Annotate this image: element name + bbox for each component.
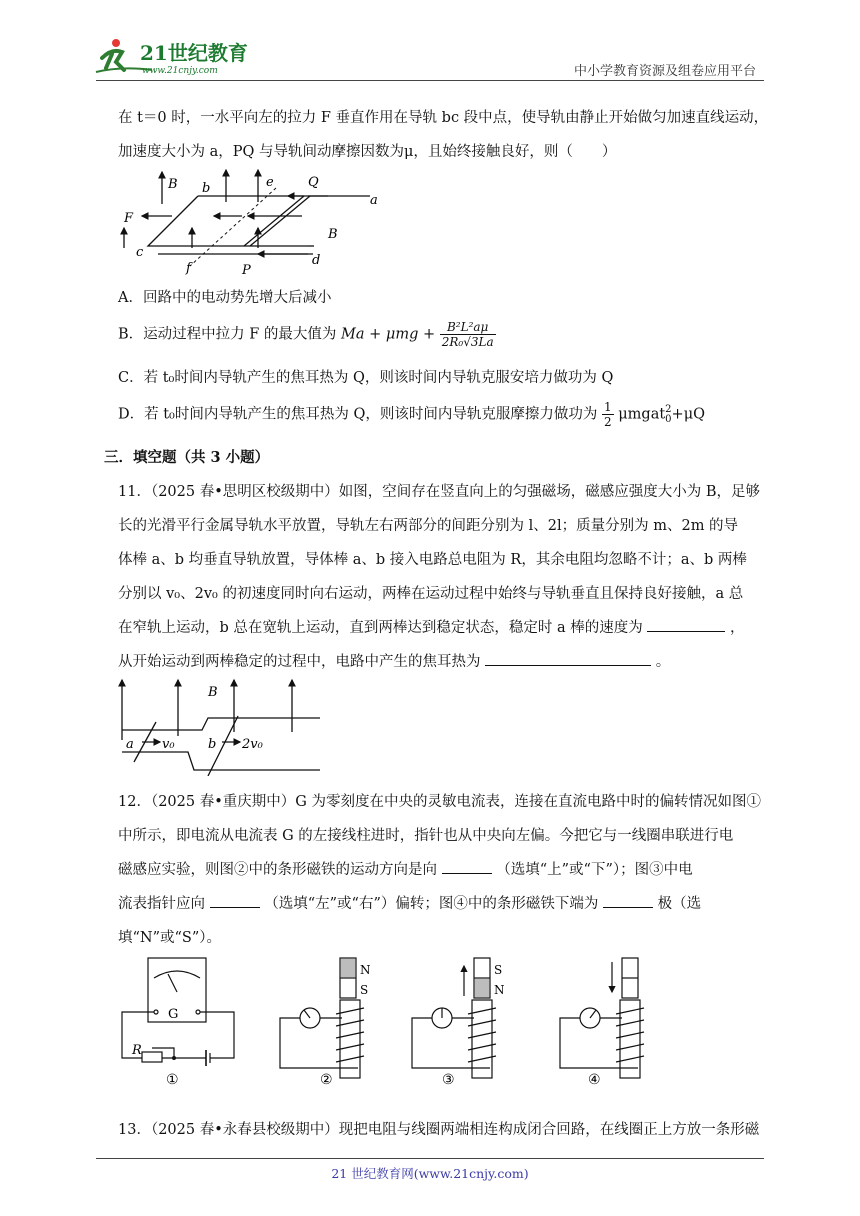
header-divider bbox=[96, 80, 764, 81]
fig-label-B2: B bbox=[328, 227, 338, 242]
fig-label-2v0: 2v₀ bbox=[242, 737, 263, 752]
q11-line1: 11．（2025 春•思明区校级期中）如图，空间存在竖直向上的匀强磁场，磁感应强度大小为 B，足够 bbox=[118, 484, 761, 500]
fig-label-c: c bbox=[136, 245, 144, 260]
fig-label-a: a bbox=[370, 193, 378, 208]
q12-line3: 磁感应实验，则图②中的条形磁铁的运动方向是向 （选填“上”或“下”）；图③中电 bbox=[118, 858, 693, 879]
fig1-label-G: G bbox=[168, 1007, 179, 1022]
fig-label-v0: v₀ bbox=[162, 737, 175, 752]
q11-line5: 在窄轨上运动，b 总在宽轨上运动，直到两棒达到稳定状态，稳定时 a 棒的速度为 ， bbox=[118, 616, 744, 637]
fig-label-B1: B bbox=[168, 177, 178, 192]
fig-label-Q: Q bbox=[308, 175, 319, 190]
site-logo bbox=[92, 36, 262, 78]
fig-label-f: f bbox=[186, 261, 191, 276]
b-fraction: $\frac{\text{B²L²aμ}}{\text{2R₀√3La}}$ bbox=[441, 320, 494, 349]
fig-number-3: ③ bbox=[442, 1072, 455, 1086]
q11-line4: 分别以 v₀、2v₀ 的初速度同时向右运动，两棒在运动过程中始终与导轨垂直且保持良好接触，a 总 bbox=[118, 586, 744, 602]
q11-line6: 从开始运动到两棒稳定的过程中，电路中产生的焦耳热为 。 bbox=[118, 650, 670, 671]
fig-label-F: F bbox=[124, 211, 134, 226]
q12-blank-2[interactable] bbox=[210, 893, 260, 908]
q11-blank-1[interactable] bbox=[647, 617, 725, 632]
q12-line5: 填“N”或“S”）。 bbox=[118, 930, 222, 946]
q10-figure bbox=[118, 166, 388, 278]
fig2-label-S: S bbox=[360, 983, 369, 997]
q10-option-c: C．若 t₀时间内导轨产生的焦耳热为 Q，则该时间内导轨克服安培力做功为 Q bbox=[118, 370, 614, 386]
q10-line2: 加速度大小为 a，PQ 与导轨间动摩擦因数为μ，且始终接触良好，则（ ） bbox=[118, 144, 617, 160]
fig-label-e: e bbox=[266, 175, 274, 190]
b-formula: Ma + μmg + bbox=[341, 326, 436, 343]
q10-option-a: A．回路中的电动势先增大后减小 bbox=[118, 290, 332, 306]
fig-label-b: b bbox=[208, 737, 217, 752]
footer-divider bbox=[96, 1158, 764, 1159]
q12-line1: 12．（2025 春•重庆期中）G 为零刻度在中央的灵敏电流表，连接在直流电路中时的偏转情况如图① bbox=[118, 794, 761, 810]
fig1-label-R: R bbox=[132, 1043, 142, 1058]
fig-label-b: b bbox=[202, 181, 211, 196]
footer-text[interactable]: 21 世纪教育网(www.21cnjy.com) bbox=[331, 1166, 529, 1181]
q11-blank-2[interactable] bbox=[485, 651, 651, 666]
fig-label-d: d bbox=[312, 253, 321, 268]
q10-line1: 在 t＝0 时，一水平向左的拉力 F 垂直作用在导轨 bc 段中点，使导轨由静止开始做匀加速直线运动， bbox=[118, 110, 769, 126]
fig-label-P: P bbox=[242, 263, 251, 278]
fig3-label-N: N bbox=[494, 983, 505, 997]
fig-number-1: ① bbox=[166, 1072, 179, 1086]
q10-option-b: B．运动过程中拉力 F 的最大值为 Ma + μmg + $\frac{\text{B²L²aμ}}{\text{2R₀√3La}}$ bbox=[118, 320, 494, 349]
q13-line1: 13．（2025 春•永春县校级期中）现把电阻与线圈两端相连构成闭合回路，在线圈正上方放一条形磁 bbox=[118, 1122, 760, 1138]
q12-line2: 中所示，即电流从电流表 G 的左接线柱进时，指针也从中央向左偏。今把它与一线圈串联进行电 bbox=[118, 828, 734, 844]
fig-number-4: ④ bbox=[588, 1072, 601, 1086]
logo-text: 21世纪教育 bbox=[140, 41, 248, 65]
d-fraction: $\frac{1}{2}$ bbox=[603, 400, 612, 429]
fig3-label-S: S bbox=[494, 963, 503, 977]
logo-url: www.21cnjy.com bbox=[142, 66, 218, 76]
q12-blank-1[interactable] bbox=[442, 859, 492, 874]
platform-name: 中小学教育资源及组卷应用平台 bbox=[573, 64, 756, 79]
fig2-label-N: N bbox=[360, 963, 371, 977]
q11-figure bbox=[112, 676, 324, 776]
q11-line2: 长的光滑平行金属导轨水平放置，导轨左右两部分的间距分别为 l、2l；质量分别为 m、2m 的导 bbox=[118, 518, 739, 534]
q11-line3: 体棒 a、b 均垂直导轨放置，导体棒 a、b 接入电路总电阻为 R，其余电阻均忽略不计；a、b 两棒 bbox=[118, 552, 747, 568]
fig3-setup bbox=[412, 958, 496, 1078]
fig-label-a: a bbox=[126, 737, 134, 752]
fig-label-B: B bbox=[208, 685, 218, 700]
q10-option-d: D．若 t₀时间内导轨产生的焦耳热为 Q，则该时间内导轨克服摩擦力做功为 $\frac{1}{2}$ μmgat 2 0 +μQ bbox=[118, 400, 706, 429]
q12-figure bbox=[112, 956, 652, 1086]
fig4-setup bbox=[560, 958, 644, 1078]
section-title: 三．填空题（共 3 小题） bbox=[104, 449, 270, 466]
q12-blank-3[interactable] bbox=[603, 893, 653, 908]
fig-number-2: ② bbox=[320, 1072, 333, 1086]
q12-line4: 流表指针应向 （选填“左”或“右”）偏转；图④中的条形磁铁下端为 极（选 bbox=[118, 892, 701, 913]
